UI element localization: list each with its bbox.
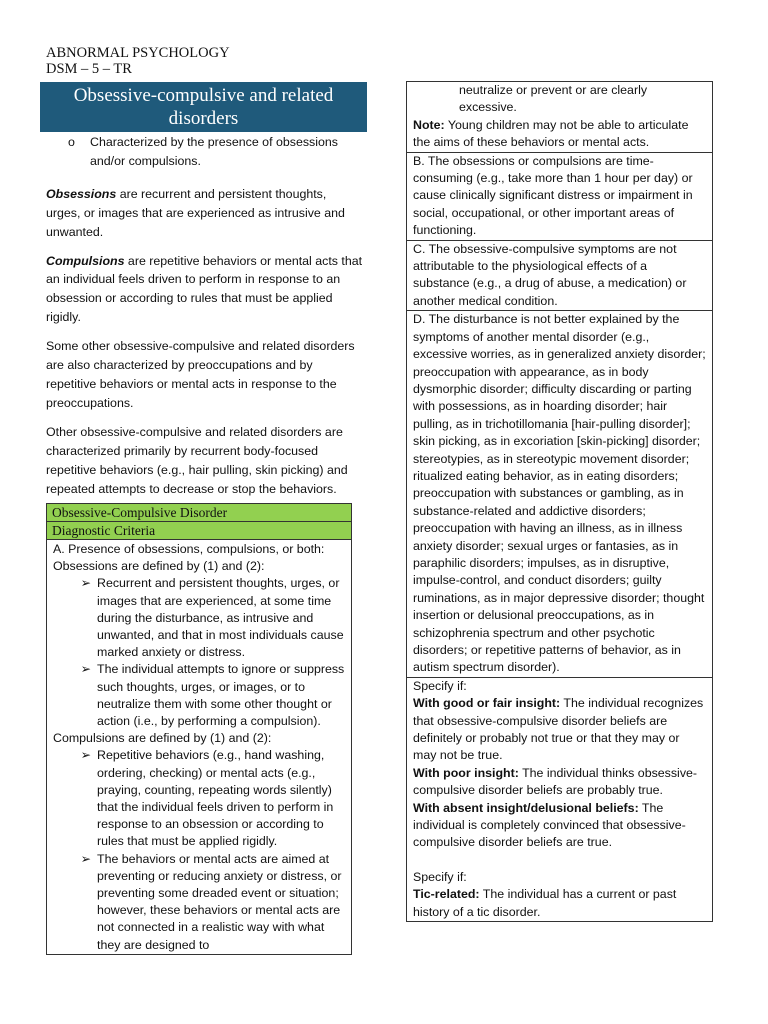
arrow-bullet-icon: ➢ <box>80 662 91 677</box>
manual-edition: DSM – 5 – TR <box>46 61 132 77</box>
obsession-criterion-2: The individual attempts to ignore or suppress such thoughts, urges, or images, or to neutralize them with some other thought or action (i.e., by performing a compulsion). <box>97 662 345 729</box>
specify-label-2: Specify if: <box>413 869 467 884</box>
obsession-criterion-1: Recurrent and persistent thoughts, urges, or images that are experienced, at some time during the disturbance, as intrusive and unwanted, and that in most individuals cause marked anxiety or distress. <box>97 576 344 660</box>
criterion-a: A. Presence of obsessions, compulsions, or both: <box>53 542 325 556</box>
section-title-line2: disorders <box>168 108 239 129</box>
specifier-absent-insight: With absent insight/delusional beliefs: The individual is completely convinced that obsessive-compulsive disorder beliefs are true. <box>413 800 686 850</box>
section-title <box>40 82 367 132</box>
spacer <box>413 852 706 869</box>
criterion-d: D. The disturbance is not better explained by the symptoms of another mental disorder (e.g., excessive worries, as in generalized anxiety disorder; preoccupation with appearance, as in body dysmorphic disorder; difficulty discarding or parting with possessions, as in hoarding disorder; hair pulling, as in trichotillomania [hair-pulling disorder]; skin picking, as in excoriation [skin-picking] disorder; stereotypies, as in stereotypic movement disorder; ritualized eating behavior, as in eating disorders; preoccupation with substances or gambling, as in substance-related and addictive disorders; preoccupation with having an illness, as in illness anxiety disorder; sexual urges or fantasies, as in paraphilic disorders; impulses, as in disruptive, impulse-control, and conduct disorders; guilty ruminations, as in major depressive disorder; thought insertion or delusional preoccupations, as in schizophrenia spectrum and other psychotic disorders; or repetitive patterns of behavior, as in autism spectrum disorder). <box>407 311 712 678</box>
section-title-line1: Obsessive-compulsive and related <box>73 85 334 106</box>
table-header-criteria: Diagnostic Criteria <box>47 522 351 540</box>
list-item <box>53 747 345 850</box>
obsessions-intro: Obsessions are defined by (1) and (2): <box>53 559 265 574</box>
continued-text: neutralize or prevent or are clearly excessive. <box>459 83 648 115</box>
arrow-bullet-icon: ➢ <box>80 576 91 591</box>
intro-bullet-text: Characterized by the presence of obsessions and/or compulsions. <box>90 135 338 168</box>
list-item <box>53 851 345 954</box>
criteria-body <box>47 540 351 954</box>
paragraph-body-focused: Other obsessive-compulsive and related disorders are characterized primarily by recurrent body-focused repetitive behaviors (e.g., hair pulling, skin picking) and repeated attempts to decrease or stop the behaviors. <box>46 424 348 496</box>
obsessions-term: Obsessions <box>46 186 117 201</box>
document-header <box>46 45 230 77</box>
course-title: ABNORMAL PSYCHOLOGY <box>46 45 230 61</box>
specifier-tic-related: Tic-related: The individual has a current or past history of a tic disorder. <box>413 887 677 919</box>
criterion-b: B. The obsessions or compulsions are time-consuming (e.g., take more than 1 hour per day) or cause clinically significant distress or impairment in social, occupational, or other important areas of functioning. <box>407 153 712 241</box>
specify-label: Specify if: <box>413 678 467 693</box>
compulsions-term: Compulsions <box>46 253 125 268</box>
criterion-a-continued <box>407 82 712 153</box>
intro-bullet <box>46 133 364 171</box>
arrow-bullet-icon: ➢ <box>80 851 91 866</box>
criterion-c: C. The obsessive-compulsive symptoms are not attributable to the physiological effects of a substance (e.g., a drug of abuse, a medication) or another medical condition. <box>407 241 712 312</box>
paragraph-preoccupations: Some other obsessive-compulsive and related disorders are also characterized by preoccupations and by repetitive behaviors or mental acts in response to the preoccupations. <box>46 339 355 410</box>
compulsion-criterion-2: The behaviors or mental acts are aimed at preventing or reducing anxiety or distress, or preventing some dreaded event or situation; however, these behaviors or mental acts are not connected in a realistic way with what they are designed to <box>97 851 342 952</box>
specifier-good-insight: With good or fair insight: The individual recognizes that obsessive-compulsive disorder beliefs are definitely or probably not true or that they may or may not be true. <box>413 696 704 763</box>
specifier-poor-insight: With poor insight: The individual thinks obsessive-compulsive disorder beliefs are probably true. <box>413 765 698 798</box>
arrow-bullet-icon: ➢ <box>80 748 91 763</box>
list-item <box>53 575 345 661</box>
note: Note: Young children may not be able to articulate the aims of these behaviors or mental acts. <box>413 117 689 150</box>
criteria-continued-table <box>406 81 713 922</box>
diagnostic-criteria-table <box>46 503 352 955</box>
specifiers <box>407 678 712 921</box>
compulsion-criterion-1: Repetitive behaviors (e.g., hand washing, ordering, checking) or mental acts (e.g., praying, counting, repeating words silently) that the individual feels driven to perform in response to an obsession or according to rules that must be applied rigidly. <box>97 748 334 849</box>
table-header-disorder: Obsessive-Compulsive Disorder <box>47 504 351 522</box>
compulsions-definition: Compulsions are repetitive behaviors or mental acts that an individual feels driven to perform in response to an obsession or according to rules that must be applied rigidly. <box>46 253 363 325</box>
bullet-marker: o <box>68 135 75 149</box>
compulsions-intro: Compulsions are defined by (1) and (2): <box>53 731 272 746</box>
left-column-text <box>46 133 364 508</box>
note-label: Note: <box>413 117 445 132</box>
list-item <box>53 661 345 730</box>
obsessions-definition: Obsessions are recurrent and persistent thoughts, urges, or images that are experienced as intrusive and unwanted. <box>46 186 345 239</box>
